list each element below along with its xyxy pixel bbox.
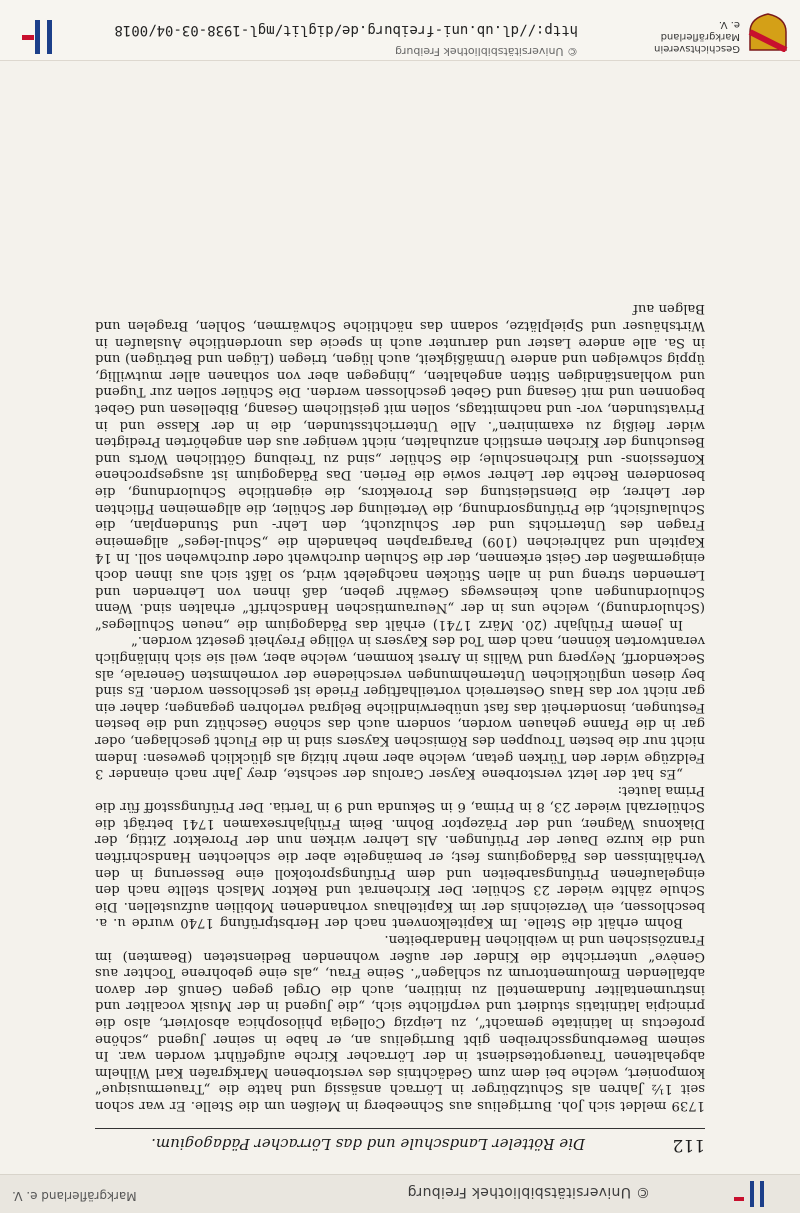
- running-head-title: Die Rötteler Landschule und das Lörracher Pädagogium.: [151, 1135, 585, 1153]
- paragraph: In jenem Frühjahr (20. März 1741) erhält das Pädagogium die „neuen Schulleges“ (Schulordnung), welche uns in der „Neuraumtischen Handschrift“ erhalten sind. Wenn Schulordnungen auch keineswegs Gewähr geben, daß ihnen von Lehrenden und Lernenden streng und in allen Stücken nachgelebt wird, so läßt sich aus ihnen doch einigermaßen der Geist erkennen, der die Schulen durchweht oder durchwehen soll. In 14 Kapiteln und zahlreichen (109) Paragraphen behandeln die „Schul-leges“ allgemeine Fragen des Unterrichts und der Schulzucht, den Lehr- und Stundenplan, die Schulaufsicht, die Prüfungsordnung, die Verteilung der Schüler, die allgemeinen Pflichten der Lehrer, die Dienstleistung des Prorektors, die eigentliche Schulordnung, die besonderen Rechte der Lehrer sowie die Ferien. Das Pädagogium ist ausgesprochene Konfessions- und Kirchenschule; die Schüler „sind zu Treibung Göttlichen Worts und Besuchung der Kirchen ernstlich anzuhalten, nicht weniger aus den angehörten Predigten wider fleißig zu examiniren“. Alle Unterrichtsstunden, die in der Klasse und in Privatstunden, vor- und nachmittags, sollen mit geistlichem Gesang, Bibellesen und Gebet begonnen und mit Gesang und Gebet geschlossen werden. Die Schüler sollen zur Tugend und wohlanständigen Sitten angehalten, „hingegen aber von sothanen aller mutwillig, üppig schwelgen und andere Unmäßigkeit, auch lügen, triegen (Lügen und Betrügen) und in Sa. alle andere Laster und darunter auch in specie das unordentliche Auslaufen in Wirtshäuser und Spielplätze, sodann das nächtliche Schwärmen, Sohlen, Bragelen und Balgen auf: [95, 301, 705, 632]
- university-logo-icon: [20, 16, 60, 56]
- watermark-bottom-strip: [0, 0, 800, 61]
- page-number: 112: [672, 1135, 705, 1155]
- library-logo-icon: [730, 1173, 770, 1211]
- body-text: [95, 300, 705, 1113]
- watermark-top-strip: [0, 1174, 800, 1213]
- permalink-url[interactable]: http://dl.ub.uni-freiburg.de/diglit/mgl-1938-03-04/0018: [114, 22, 578, 38]
- watermark-top-society: Markgräflerland e. V.: [12, 1189, 137, 1203]
- paragraph: Bohm erhält die Stelle. Im Kapitelkonvent nach der Herbstprüfung 1740 wurde u. a. beschlossen, ein Verzeichnis der im Kapitelhaus vorhandenen Mobilien aufzustellen. Die Schule zählte wieder 23 Schüler. Der Kirchenrat und Rektor Malsch stellte nach den eingelaufenen Prüfungsarbeiten und dem Prüfungsprotokoll eine Besserung in den Verhältnissen des Pädagogiums fest; er bemängelte aber die schlechten Handschriften und die kurze Dauer der Prüfungen. Als Lehrer wirken nun der Prorektor Zittig, der Diakonus Wagner, und der Präzeptor Bohm. Beim Frühjahrsexamen 1741 beträgt die Schülerzahl wieder 23, 8 in Prima, 6 in Sekunda und 9 in Tertia. Der Prüfungsstoff für die Prima lautet:: [95, 782, 705, 931]
- watermark-top-text: © Universitätsbibliothek Freiburg: [407, 1184, 650, 1200]
- paragraph: 1739 meldet sich Joh. Burrigelius aus Schneeberg in Meißen um die Stelle. Er war schon seit 1½ Jahren als Schutzbürger in Lörrach ansässig und hatte die „Trauermusique“ komponiert, welche bei dem zum Gedächtnis des verstorbenen Markgrafen Karl Wilhelm abgehaltenen Trauergottesdienst in der Lörracher Kirche aufgeführt worden war. In seinem Bewerbungsschreiben gibt Burrigelius an, er habe in seiner Jugend „schöne profectus in latinitate gemacht“, zu Leipzig Collegia philosophica absolviert, also die principia latinitatis studiert und verpflichte sich, „die Jugend in der Musik vocaliter und instrumentaliter fundamentell zu initiiren, auch die Orgel gegen Genuß der davon abfallenden Emolumentorum zu schlagen“. Seine Frau, „als eine gebohrene Tochter aus Genève“ unterrichte die Kinder der außer wohnenden Bediensteten (Beamten) im Französischen und in weiblichen Handarbeiten.: [95, 932, 705, 1113]
- running-header: [95, 1128, 705, 1155]
- coat-of-arms-icon: [746, 12, 790, 52]
- society-name: Geschichtsverein Markgräflerland e. V.: [654, 19, 740, 54]
- copyright-text: © Universitätsbibliothek Freiburg: [395, 45, 578, 58]
- paragraph: „Es hat der letzt verstorbene Kayser Carolus der sechste, drey Jahr nach einander 3 Feldzüge wider den Türken getan, welche aber mehr hitzig als glücklich gewesen: Indem nicht nur die besten Trouppen des Römischen Kaysers sind in die Flucht geschlagen, oder gar in die Pfanne gehauen worden, sondern auch das schöne Geschütz und die besten Festungen, insonderheit das fast unüberwindliche Belgrad verlohren gegangen; daher ein gar nicht vor das Haus Oesterreich vorteilhaftiger Friede ist geschlossen worden. Es sind bey diesen unglücklichen Unternehmungen verschiedene der vornehmsten Generale, als Seckendorff, Neyperg und Wallis in Arrest kommen, welche aber, weil sie sich hinlänglich verantworten können, nach dem Tod des Kaysers in völlige Freyheit gesetzt worden.“: [95, 633, 705, 782]
